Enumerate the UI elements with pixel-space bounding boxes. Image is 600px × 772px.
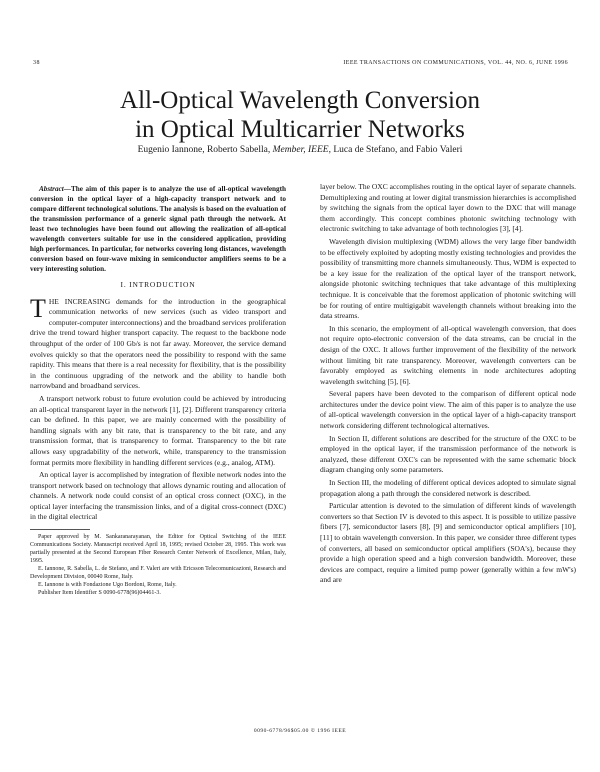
right-paragraph-2: Wavelength division multiplexing (WDM) allows the very large fiber bandwidth to be effectively exploited by adopting mostly existing technologies and provides the possibility of transmitting more channels simultaneously. Thus, WDM is expected to be a key issue for the realization of the optical layer of the transport network, alongside photonic switching techniques that take advantage of this multiplexing technique. It is conceivable that the foremost application of photonic switching will be for routing of entire multigigabit wavelength channels without breaking into the data streams. bbox=[320, 236, 576, 321]
abstract-lead: Abstract— bbox=[39, 185, 71, 193]
journal-header: IEEE TRANSACTIONS ON COMMUNICATIONS, VOL. 44, NO. 6, JUNE 1996 bbox=[343, 60, 568, 66]
author-line bbox=[0, 145, 600, 155]
footnote-line: E. Iannone is with Fondazione Ugo Bordoni, Rome, Italy. bbox=[38, 582, 177, 589]
footnote-line: Paper approved by M. Sankaranarayanan, the Editor for Optical Switching of the IEEE Communications Society. Manuscript received April 18, 1995; revised October 28, 1995. This work was partially presented at the Second European Fiber Research Center Network of Excellence, Milan, Italy, 1995. bbox=[30, 534, 286, 565]
right-paragraph-3: In this scenario, the employment of all-optical wavelength conversion, that does not require opto-electronic conversion of the data streams, can be crucial in the design of the OXC. It allows further improvement of the flexibility of the network without limiting bit rate transparency. Moreover, wavelength converters can be favorably employed as switching elements in node architectures adopting wavelength switching [5], [6]. bbox=[320, 323, 576, 386]
footnote-line: E. Iannone, R. Sabella, L. de Stefano, and F. Valeri are with Ericsson Telecomunicazioni, Research and Development Division, 00040 Rome, Italy. bbox=[30, 566, 286, 581]
intro-paragraph-2: A transport network robust to future evolution could be achieved by introducing an all-optical transparent layer in the network [1], [2]. Different transparency criteria can be defined. In this paper, we are mainly concerned with the possibility of handling signals with any bit rate, that is transparency to the bit rate, and any transmission format, that is transparency to format. Transparency to the bit rate allows easy upgradability of the network, while, transparency to the transmission format permits more flexibility in handling different services (e.g., analog, ATM). bbox=[30, 393, 286, 467]
right-paragraph-4: Several papers have been devoted to the comparison of different optical node architectures under the device point view. The aim of this paper is to analyze the use of all-optical wavelength conversion in the optical layer of a high-capacity transport network considering different technological alternatives. bbox=[320, 389, 576, 431]
intro-paragraph-3: An optical layer is accomplished by integration of flexible network nodes into the transport network based on technology that allows dynamic routing and allocation of channels. A network node could consist of an optical cross connect (OXC), in the optical layer interfacing the transmission links, and of a digital cross-connect (DXC) in the digital electrical bbox=[30, 470, 286, 522]
page-number: 38 bbox=[33, 60, 40, 66]
footnote-rule bbox=[30, 529, 90, 530]
footnote bbox=[30, 533, 286, 597]
section-heading-introduction: I. INTRODUCTION bbox=[120, 280, 196, 289]
title-line-1: All-Optical Wavelength Conversion bbox=[120, 87, 480, 114]
left-column bbox=[30, 184, 286, 597]
right-paragraph-7: Particular attention is devoted to the simulation of different kinds of wavelength converters so that Section IV is devoted to this aspect. It is possible to utilize passive fibers [7], semiconductor lasers [8], [9] and semiconductor optical amplifiers [10], [11] to obtain wavelength conversion. In this paper, we consider three different types of converters, all based on semiconductor optical amplifiers (SOA's), because they provide a high operation speed and a high conversion bandwidth. Moreover, these devices are compact, require a limited pump power (generally within a few mW's) and are bbox=[320, 501, 576, 585]
title-line-2: in Optical Multicarrier Networks bbox=[135, 116, 465, 143]
footnote-line: Publisher Item Identifier S 0090-6778(96)04461-3. bbox=[38, 590, 161, 597]
drop-cap: T bbox=[30, 293, 46, 323]
abstract-text: The aim of this paper is to analyze the use of all-optical wavelength conversion in the optical layer of a high-capacity transport network and to compare different technological solutions. The analysis is based on the evaluation of the transmission performance of a generic signal path through the network. At least two technologies have been found out allowing the realization of all-optical wavelength converters suitable for use in the considered application, providing high performances. In particular, for networks covering long distances, wavelength conversion based on four-wave mixing in semiconductor amplifiers seems to be a very interesting solution. bbox=[30, 185, 286, 273]
author-names-rest: Luca de Stefano, and Fabio Valeri bbox=[333, 145, 463, 155]
abstract bbox=[30, 184, 286, 274]
right-paragraph-5: In Section II, different solutions are described for the structure of the OXC to be employed in the optical layer, if the transmission performance of the network is analyzed, these different OXC's can be represented with the same schematic block diagram changing only some parameters. bbox=[320, 433, 576, 475]
paper-title bbox=[0, 86, 600, 144]
footer-code: 0090-6778/96$05.00 © 1996 IEEE bbox=[253, 728, 347, 734]
intro-paragraph-1 bbox=[30, 293, 286, 392]
author-member-note: Member, IEEE, bbox=[272, 145, 331, 155]
intro-paragraph-1-text: HE INCREASING demands for the introduction in the geographical communication networks of new services (such as video transport and computer-computer interconnections) and the broadband services proliferation drive the trend toward higher transport capacity. The request to the backbone node throughput of the order of 100 Gb/s is not far away. Moreover, the service demand evolves quickly so that the operators need the possibility to respond with the same rapidity. This means that there is a real necessity for flexibility, that is the possibility in the continuous upgrading of the network and the ability to handle both narrowband and broadband services. bbox=[30, 296, 286, 391]
right-paragraph-6: In Section III, the modeling of different optical devices adopted to simulate signal propagation along a path through the considered network is described. bbox=[320, 478, 576, 498]
right-paragraph-1: layer below. The OXC accomplishes routing in the optical layer of separate channels. Demultiplexing and routing at lower digital transmission hierarchies is accomplished by switching the signals from the optical layer down to the DXC that will manage them accordingly. This concept combines photonic switching technology with electronic switching to take advantage of both technologies [3], [4]. bbox=[320, 182, 576, 234]
right-column bbox=[320, 182, 576, 588]
author-names: Eugenio Iannone, Roberto Sabella, bbox=[137, 145, 271, 155]
